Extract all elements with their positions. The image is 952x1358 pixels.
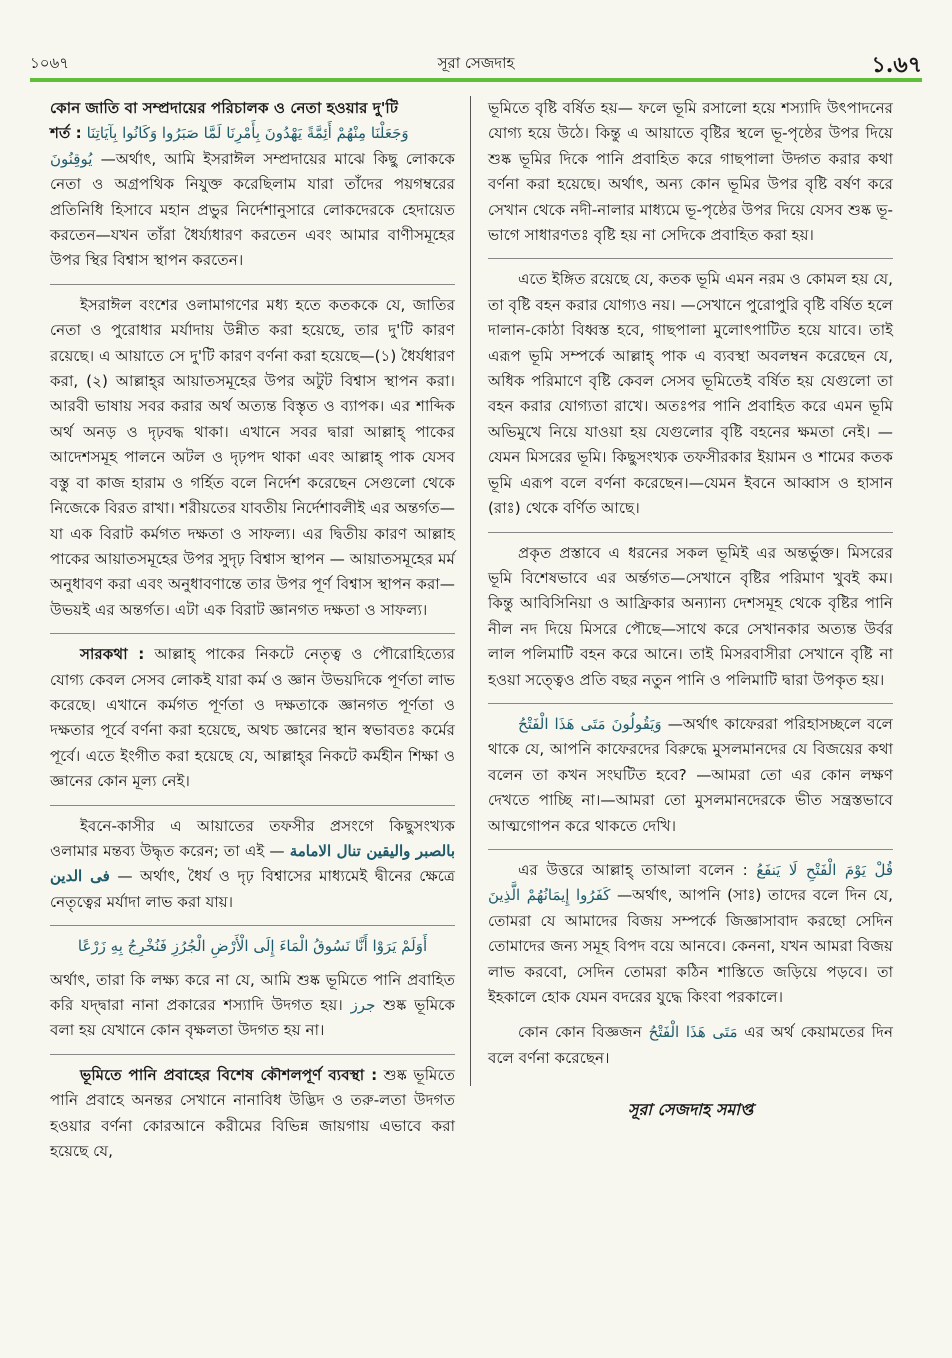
arabic-verse: قُلْ يَوْمَ الْفَتْحِ لَا يَنفَعُ الَّذِينَ [488, 860, 894, 905]
arabic-verse: مَتَى هَذَا الْفَتْحُ [648, 1023, 738, 1042]
section-heading-leaders: কোন জাতি বা সম্প্রদায়ের পরিচালক ও নেতা হওয়ার দু'টি শর্ত : وَجَعَلْنَا مِنْهُمْ أَئِمَّةً يَهْدُونَ بِأَمْرِنَا لَمَّا صَبَرُوا وَكَانُوا بِآيَاتِنَا يُوقِنُونَ —অর্থাৎ, আমি ইসরাঈল সম্প্রদায়ের মাঝে কিছু লোককে নেতা ও অগ্রপথিক নিযুক্ত করেছিলাম যারা তাঁদের পয়গম্বরের প্রতিনিধি হিসাবে মহান প্রভুর নির্দেশানুসারে লোকদেরকে হেদায়েত করতেন—যখন তাঁরা ধৈর্য্যধারণ করতেন এবং আমার বাণীসমূহের উপর স্থির বিশ্বাস স্থাপন করতেন। [50, 99, 455, 270]
divider [50, 633, 455, 634]
paragraph: ভূমিতে পানি প্রবাহের বিশেষ কৌশলপূর্ণ ব্যবস্থা : শুষ্ক ভূমিতে পানি প্রবাহে অনন্তর সেখানে নানাবিধ উদ্ভিদ ও তরু-লতা উদগত হওয়ার বর্ণনা কোরআনে করীমের বিভিন্ন জায়গায় এভাবে করা হয়েছে যে, [50, 1065, 455, 1161]
paragraph: وَيَقُولُونَ مَتَى هَذَا الْفَتْحُ —অর্থাৎ কাফেররা পরিহাসচ্ছলে বলে থাকে যে, আপনি কাফেরদের বিরুদ্ধে মুসলমানদের যে বিজয়ের কথা বলেন তা কখন সংঘটিত হবে? —আমরা তো এর কোন লক্ষণ দেখতে পাচ্ছি না।—আমরা তো মুসলমানদেরকে ভীত সন্ত্রস্তভাবে আত্মগোপন করে থাকতে দেখি। [488, 714, 894, 835]
divider [50, 925, 455, 926]
page-number-bengali: ১০৬৭ [30, 54, 69, 72]
arabic-verse: وَجَعَلْنَا مِنْهُمْ أَئِمَّةً يَهْدُونَ بِأَمْرِنَا لَمَّا صَبَرُوا وَكَانُوا بِآيَاتِنَا [86, 124, 409, 143]
arabic-quote: بالصبر واليقين تنال الامامة فى الدين [50, 841, 455, 886]
summary-paragraph: সারকথা : আল্লাহ্ পাকের নিকটে নেতৃত্ব ও পৌরোহিত্যের যোগ্য কেবল সেসব লোকই যারা কর্ম ও জ্ঞান উভয়দিকে পূর্ণতা লাভ করেছে। এখানে কর্মগত পূর্ণতা ও দক্ষতাকে জ্ঞানগত পূর্ণতা ও দক্ষতার পূর্বে বর্ণনা করা হয়েছে, অথচ জ্ঞানের স্থান স্বভাবতঃ কর্মের পূর্বে। এতে ইংগীত করা হয়েছে যে, আল্লাহ্‌র নিকটে কর্মহীন শিক্ষা ও জ্ঞানের কোন মূল্য নেই। [50, 645, 455, 791]
arabic-verse: كَفَرُوا إِيمَانُهُمْ [526, 886, 611, 905]
divider [488, 703, 893, 704]
paragraph: এতে ইঙ্গিত রয়েছে যে, কতক ভূমি এমন নরম ও কোমল হয় যে, তা বৃষ্টি বহন করার যোগ্যও নয়। —সেখানে পুরোপুরি বৃষ্টি বর্ষিত হলে দালান-কোঠা বিধ্বস্ত হবে, গাছপালা মুলোৎপাটিত হয়ে যাবে। তাই এরূপ ভূমি সম্পর্কে আল্লাহ্ পাক এ ব্যবস্থা অবলম্বন করেছেন যে, অধিক পরিমাণে বৃষ্টি কেবল সেসব ভূমিতেই বর্ষিত হয় যেগুলো তা বহন করার যোগ্যতা রাখে। অতঃপর পানি প্রবাহিত করে এমন ভূমি অভিমুখে নিয়ে যাওয়া হয় যেগুলোর বৃষ্টি বহনের ক্ষমতা নেই। —যেমন মিসরের ভূমি। কিছুসংখ্যক তফসীরকার ইয়ামন ও শামের কতক ভূমি এরূপ বলে বর্ণনা করেছেন।—যেমন ইবনে আব্বাস ও হাসান (রাঃ) থেকে বর্ণিত আছে। [488, 270, 893, 518]
paragraph: ইবনে-কাসীর এ আয়াতের তফসীর প্রসংগে কিছুসংখ্যক ওলামার মন্তব্য উদ্ধৃত করেন; তা এই — بالصبر واليقين تنال الامامة فى الدين — অর্থাৎ, ধৈর্য ও দৃঢ় বিশ্বাসের মাধ্যমেই দ্বীনের ক্ষেত্রে নেতৃত্বের মর্যাদা লাভ করা যায়। [50, 816, 456, 911]
paragraph: কোন কোন বিজ্ঞজন مَتَى هَذَا الْفَتْحُ এর অর্থ কেয়ামতের দিন বলে বর্ণনা করেছেন। [488, 1023, 894, 1067]
paragraph: অর্থাৎ, তারা কি লক্ষ্য করে না যে, আমি শুষ্ক ভূমিতে পানি প্রবাহিত করি যদ্দ্বারা নানা প্রকারের শস্যাদি উদগত হয়। جرز শুষ্ক ভূমিকে বলা হয় যেখানে কোন বৃক্ষলতা উদগত হয় না। [50, 970, 455, 1040]
divider [488, 258, 893, 259]
arabic-verse: وَيَقُولُونَ مَتَى هَذَا الْفَتْحُ [518, 714, 662, 733]
paragraph: প্রকৃত প্রস্তাবে এ ধরনের সকল ভূমিই এর অন্তর্ভুক্ত। মিসরের ভূমি বিশেষভাবে এর অর্ন্তগত—সেখানে বৃষ্টির পরিমাণ খুবই কম। কিন্তু আবিসিনিয়া ও আফ্রিকার অন্যান্য দেশসমূহ থেকে বৃষ্টির পানি নীল নদ দিয়ে মিসরে পৌছে—সাথে করে সেখানকার অত্যন্ত উর্বর লাল পলিমাটি বহন করে আনে। তাই মিসরবাসীরা সেখানে বৃষ্টি না হওয়া সত্ত্বেও প্রতি বছর নতুন পানি ও পলিমাটি দ্বারা উপকৃত হয়। [488, 543, 893, 689]
paragraph: ইসরাঈল বংশের ওলামাগণের মধ্য হতে কতককে যে, জাতির নেতা ও পুরোধার মর্যাদায় উন্নীত করা হয়েছে, তার দু'টি কারণ রয়েছে। এ আয়াতে সে দু'টি কারণ বর্ণনা করা হয়েছে—(১) ধৈর্যধারণ করা, (২) আল্লাহ্‌র আয়াতসমূহের উপর অটুট বিশ্বাস স্থাপন করা। আরবী ভাষায় সবর করার অর্থ অত্যন্ত বিস্তৃত ও ব্যাপক। এর শাব্দিক অর্থ অনড় ও দৃঢ়বদ্ধ থাকা। এখানে সবর দ্বারা আল্লাহ্ পাকের আদেশসমূহ পালনে অটল ও দৃঢ়পদ থাকা এবং আল্লাহ্ পাক যেসব বস্তু বা কাজ হারাম ও গর্হিত বলে নির্দেশ করেছেন সেগুলো থেকে নিজেকে বিরত রাখা। শরীয়তের যাবতীয় নির্দেশাবলীই এর অন্তর্গত—যা এক বিরাট কর্মগত দক্ষতা ও সাফল্য। এর দ্বিতীয় কারণ আল্লাহ পাকের আয়াতসমূহের উপর সুদৃঢ় বিশ্বাস স্থাপন — আয়াতসমূহের মর্ম অনুধাবণ করা এবং অনুধাবণান্তে তার উপর পূর্ণ বিশ্বাস স্থাপন করা— উভয়ই এর অন্তর্গত। এটা এক বিরাট জ্ঞানগত দক্ষতা ও সাফল্য। [50, 295, 455, 619]
right-column [488, 96, 893, 1123]
paragraph: ভূমিতে বৃষ্টি বর্ষিত হয়— ফলে ভূমি রসালো হয়ে শস্যাদি উৎপাদনের যোগ্য হয়ে উঠে। কিন্তু এ আয়াতে বৃষ্টির স্থলে ভূ-পৃষ্ঠের উপর দিয়ে শুষ্ক ভূমির দিকে পানি প্রবাহিত করে গাছপালা উদ্গত করার কথা বর্ণনা করা হয়েছে। অর্থাৎ, অন্য কোন ভূমির উপর বৃষ্টি বর্ষণ করে সেখান থেকে নদী-নালার মাধ্যমে ভূ-পৃষ্ঠের উপর দিয়ে যেসব শুষ্ক ভূ-ভাগে সাধারণতঃ বৃষ্টি হয় না সেদিকে প্রবাহিত করা হয়। [488, 99, 893, 245]
page-header [30, 52, 922, 78]
arabic-verse: أَوَلَمْ يَرَوْا أَنَّا نَسُوقُ الْمَاءَ إِلَى الْأَرْضِ الْجُرُزِ فَنُخْرِجُ بِهِ زَرْعًا [77, 937, 428, 956]
divider [50, 284, 455, 285]
left-column [50, 96, 455, 1174]
divider [488, 849, 893, 850]
column-divider [470, 96, 471, 1086]
surah-end-note: সূরা সেজদাহ সমাপ্ত [627, 1100, 754, 1120]
divider [50, 805, 455, 806]
arabic-verse: يُوقِنُونَ [50, 149, 93, 168]
paragraph: এর উত্তরে আল্লাহ্ তাআলা বলেন : قُلْ يَوْمَ الْفَتْحِ لَا يَنفَعُ الَّذِينَ كَفَرُوا إِيمَانُهُمْ —অর্থাৎ, আপনি (সাঃ) তাদের বলে দিন যে, তোমরা যে আমাদের বিজয় সম্পর্কে জিজ্ঞাসাবাদ করছো সেদিন তোমাদের জন্য সমূহ বিপদ বয়ে আনবে। কেননা, যখন আমরা বিজয় লাভ করবো, সেদিন তোমরা কঠিন শাস্তিতে জড়িয়ে পড়বে। তা ইহকালে হোক যেমন বদরের যুদ্ধে কিংবা পরকালে। [488, 860, 894, 1006]
divider [488, 532, 893, 533]
page-number-arabic: ১.৬৭ [871, 52, 922, 78]
divider [50, 1054, 455, 1055]
header-rule [30, 78, 922, 82]
surah-title: সূরা সেজদাহ [437, 54, 515, 72]
